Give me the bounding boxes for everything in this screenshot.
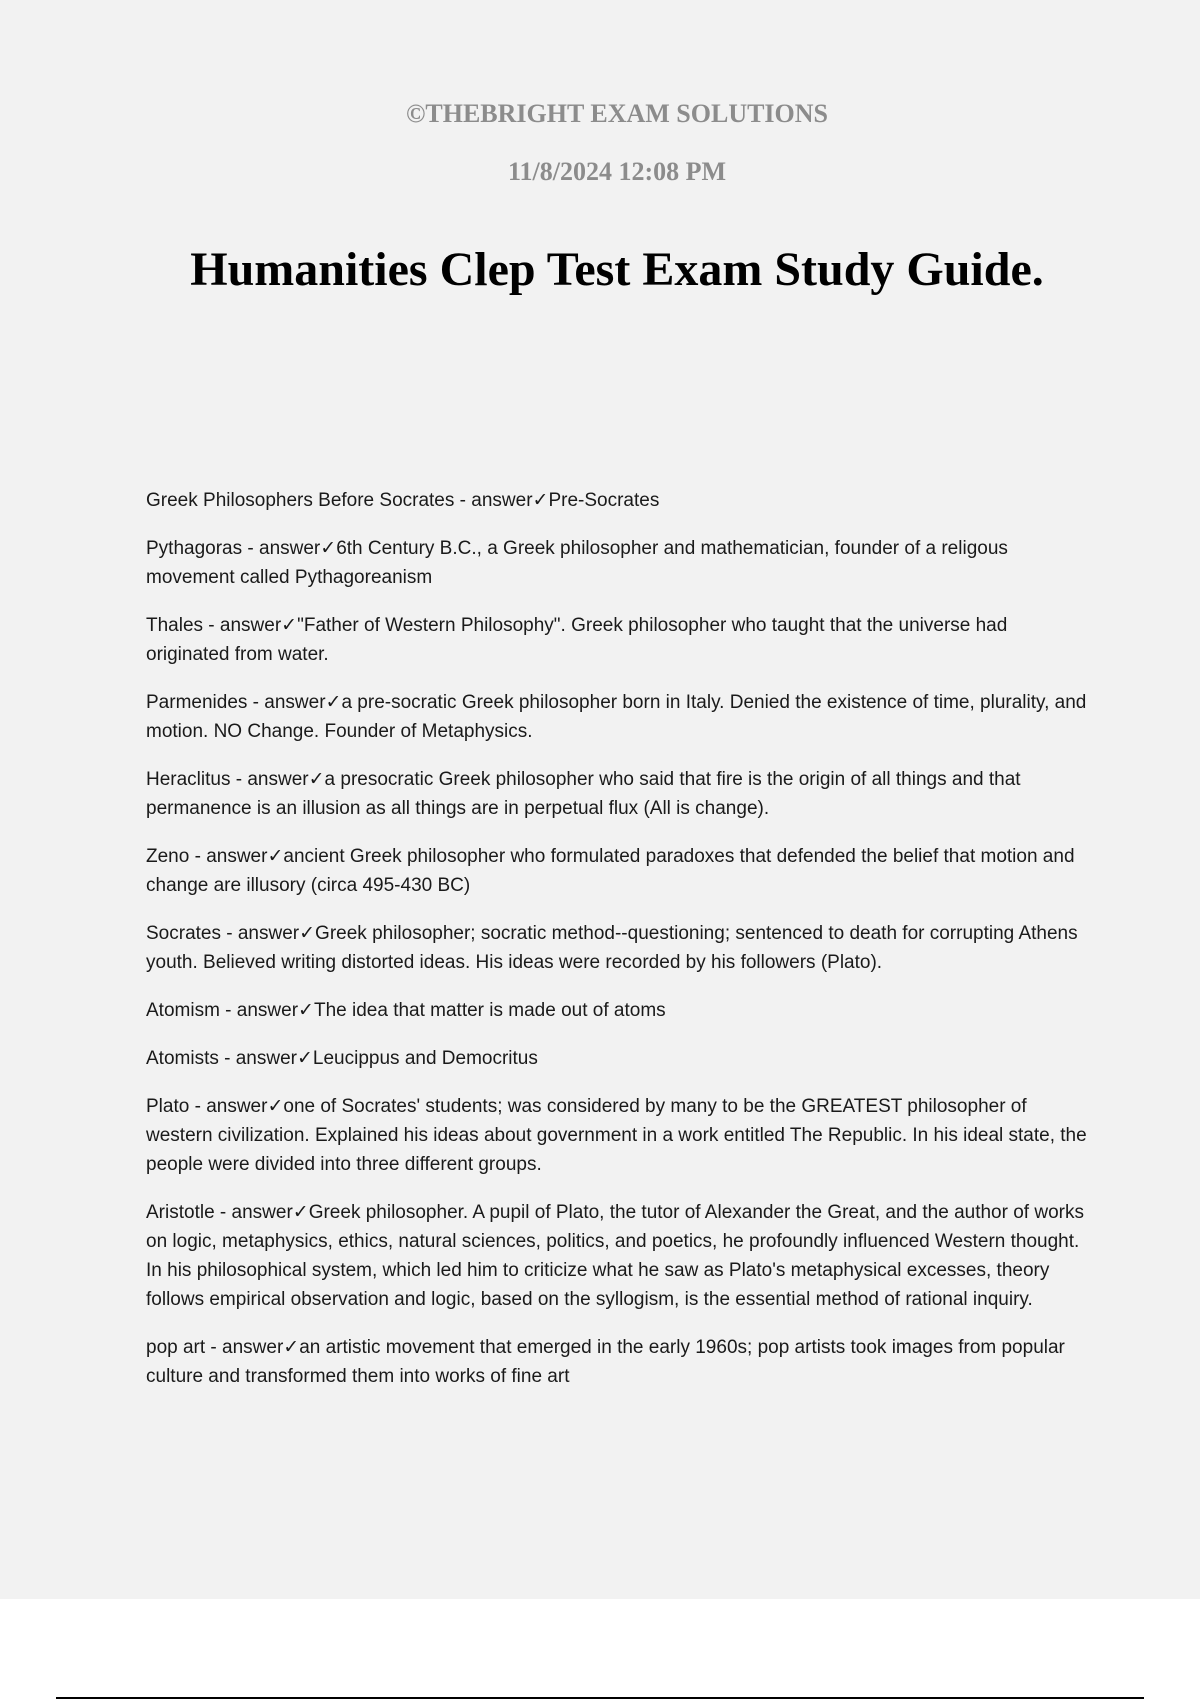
entry-term: Pythagoras <box>146 538 243 559</box>
entry-separator: - answer <box>454 490 533 511</box>
entry-separator: - answer <box>218 1048 297 1069</box>
entry-answer: one of Socrates' students; was considered by many to be the GREATEST philosopher of western civilization. Explained his ideas about government in a work entitled The Republic. In his ideal state, the people were divided into three different groups. <box>146 1096 1087 1175</box>
check-mark-icon: ✓ <box>325 691 342 713</box>
document-title: Humanities Clep Test Exam Study Guide. <box>190 243 1044 296</box>
study-entry <box>146 919 1096 977</box>
entry-term: Atomists <box>146 1048 219 1069</box>
entry-term: Zeno <box>146 846 190 867</box>
entry-term: Greek Philosophers Before Socrates <box>146 490 455 511</box>
study-entry <box>146 1092 1096 1179</box>
entry-answer: Pre-Socrates <box>548 490 660 511</box>
entry-separator: - answer <box>220 923 300 944</box>
entry-separator: - answer <box>247 692 326 713</box>
check-mark-icon: ✓ <box>320 537 337 559</box>
study-entry <box>146 1044 1096 1073</box>
check-mark-icon: ✓ <box>292 1201 309 1223</box>
entry-term: Atomism <box>146 1000 220 1021</box>
study-entry <box>146 765 1096 823</box>
check-mark-icon: ✓ <box>281 614 298 636</box>
entry-answer: The idea that matter is made out of atoms <box>313 1000 666 1021</box>
entry-answer: an artistic movement that emerged in the early 1960s; pop artists took images from popular culture and transformed them into works of fine art <box>146 1337 1065 1387</box>
entry-separator: - answer <box>205 1337 284 1358</box>
check-mark-icon: ✓ <box>267 1095 284 1117</box>
entry-separator: - answer <box>230 769 309 790</box>
entry-answer: Greek philosopher; socratic method--questioning; sentenced to death for corrupting Athens youth. Believed writing distorted ideas. His ideas were recorded by his followers (Plato). <box>146 923 1078 973</box>
company-name: ©THEBRIGHT EXAM SOLUTIONS <box>405 99 829 128</box>
study-guide-entries <box>146 486 1096 1410</box>
study-entry <box>146 1198 1096 1314</box>
entry-separator: - answer <box>219 1000 299 1021</box>
entry-answer: "Father of Western Philosophy". Greek philosopher who taught that the universe had originated from water. <box>146 615 1008 665</box>
study-entry <box>146 1333 1096 1391</box>
footer-divider <box>56 1697 1144 1699</box>
entry-term: pop art <box>146 1337 206 1358</box>
entry-separator: - answer <box>214 1202 293 1223</box>
entry-answer: Greek philosopher. A pupil of Plato, the tutor of Alexander the Great, and the author of works on logic, metaphysics, ethics, natural sciences, politics, and poetics, he profoundly influenced Western thought. In his philosophical system, which led him to criticize what he saw as Plato's metaphysical excesses, theory follows empirical observation and logic, based on the syllogism, is the essential method of rational inquiry. <box>146 1202 1084 1310</box>
entry-answer: a presocratic Greek philosopher who said that fire is the origin of all things and that permanence is an illusion as all things are in perpetual flux (All is change). <box>146 769 1021 819</box>
entry-answer: Leucippus and Democritus <box>312 1048 538 1069</box>
entry-term: Heraclitus <box>146 769 231 790</box>
study-entry <box>146 996 1096 1025</box>
check-mark-icon: ✓ <box>308 768 325 790</box>
entry-term: Parmenides <box>146 692 248 713</box>
entry-term: Aristotle <box>146 1202 215 1223</box>
check-mark-icon: ✓ <box>297 1047 313 1069</box>
entry-answer: a pre-socratic Greek philosopher born in Italy. Denied the existence of time, plurality, and motion. NO Change. Founder of Metaphysics. <box>146 692 1087 742</box>
date-time: 11/8/2024 12:08 PM <box>507 157 727 186</box>
entry-answer: ancient Greek philosopher who formulated paradoxes that defended the belief that motion and change are illusory (circa 495-430 BC) <box>146 846 1075 896</box>
entry-separator: - answer <box>189 1096 268 1117</box>
entry-term: Thales <box>146 615 204 636</box>
check-mark-icon: ✓ <box>267 845 284 867</box>
entry-term: Socrates <box>146 923 221 944</box>
study-entry <box>146 611 1096 669</box>
check-mark-icon: ✓ <box>299 922 316 944</box>
study-entry <box>146 688 1096 746</box>
entry-separator: - answer <box>242 538 321 559</box>
check-mark-icon: ✓ <box>532 489 549 511</box>
page-header <box>0 96 1200 190</box>
check-mark-icon: ✓ <box>298 999 314 1021</box>
entry-separator: - answer <box>203 615 282 636</box>
study-entry <box>146 486 1096 515</box>
check-mark-icon: ✓ <box>283 1336 300 1358</box>
entry-answer: 6th Century B.C., a Greek philosopher and mathematician, founder of a religous movement called Pythagoreanism <box>146 538 1008 588</box>
study-entry <box>146 842 1096 900</box>
study-entry <box>146 534 1096 592</box>
entry-separator: - answer <box>189 846 268 867</box>
entry-term: Plato <box>146 1096 190 1117</box>
